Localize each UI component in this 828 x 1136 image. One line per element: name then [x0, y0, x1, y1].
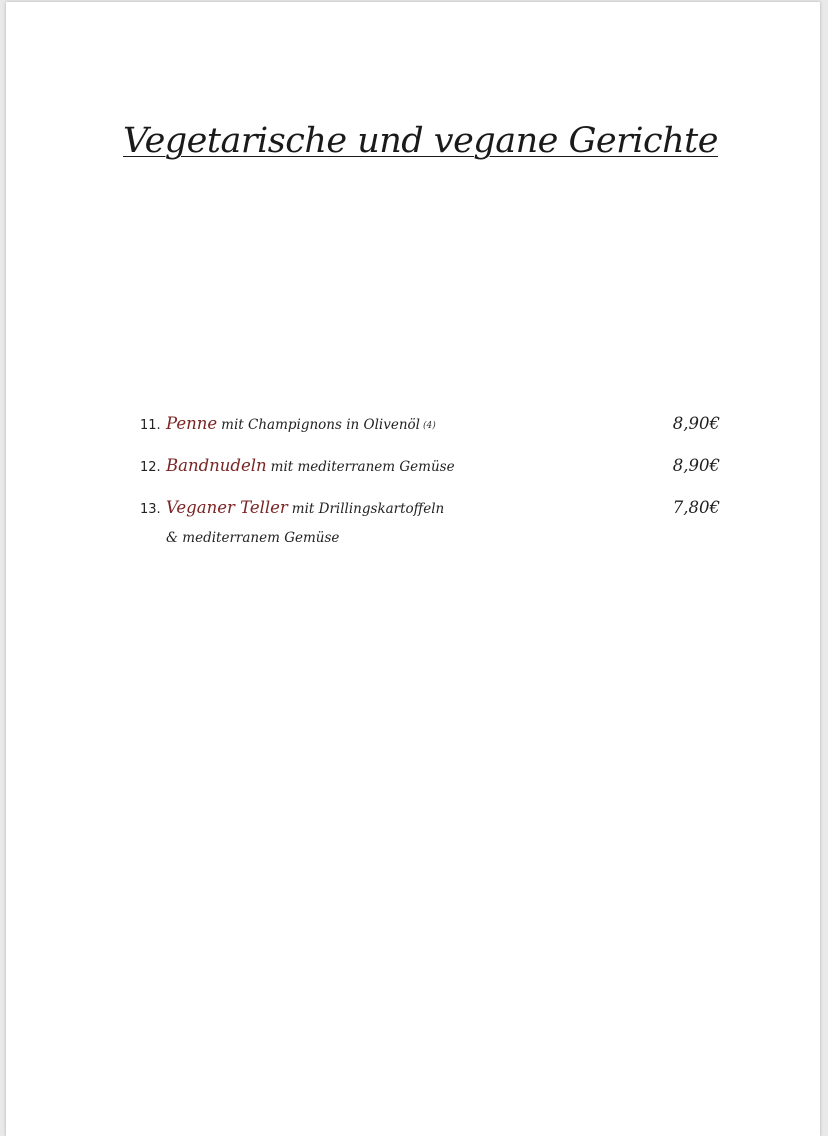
dish-name: Penne — [166, 414, 218, 433]
menu-item-13 — [140, 498, 720, 546]
menu-item-12 — [140, 456, 720, 482]
dish-name: Veganer Teller — [166, 498, 288, 517]
menu-page — [6, 2, 820, 1136]
item-price: 8,90€ — [672, 456, 720, 475]
page-title: Vegetarische und vegane Gerichte — [123, 121, 718, 161]
dish-description-continued: & mediterranem Gemüse — [166, 530, 340, 546]
menu-item-11 — [140, 414, 720, 440]
allergen-note: (4) — [422, 421, 436, 431]
dish-name-wrapper — [166, 498, 444, 517]
item-number: 11. — [140, 418, 161, 433]
dish-description: mit Drillingskartoffeln — [291, 501, 445, 517]
item-number: 12. — [140, 460, 161, 475]
item-price: 8,90€ — [672, 414, 720, 433]
dish-name-wrapper — [166, 456, 455, 475]
dish-description: mit Champignons in Olivenöl — [221, 417, 420, 433]
item-price: 7,80€ — [672, 498, 720, 517]
dish-name-wrapper — [166, 414, 436, 433]
item-number: 13. — [140, 502, 161, 517]
dish-name: Bandnudeln — [166, 456, 267, 475]
dish-description: mit mediterranem Gemüse — [270, 459, 455, 475]
